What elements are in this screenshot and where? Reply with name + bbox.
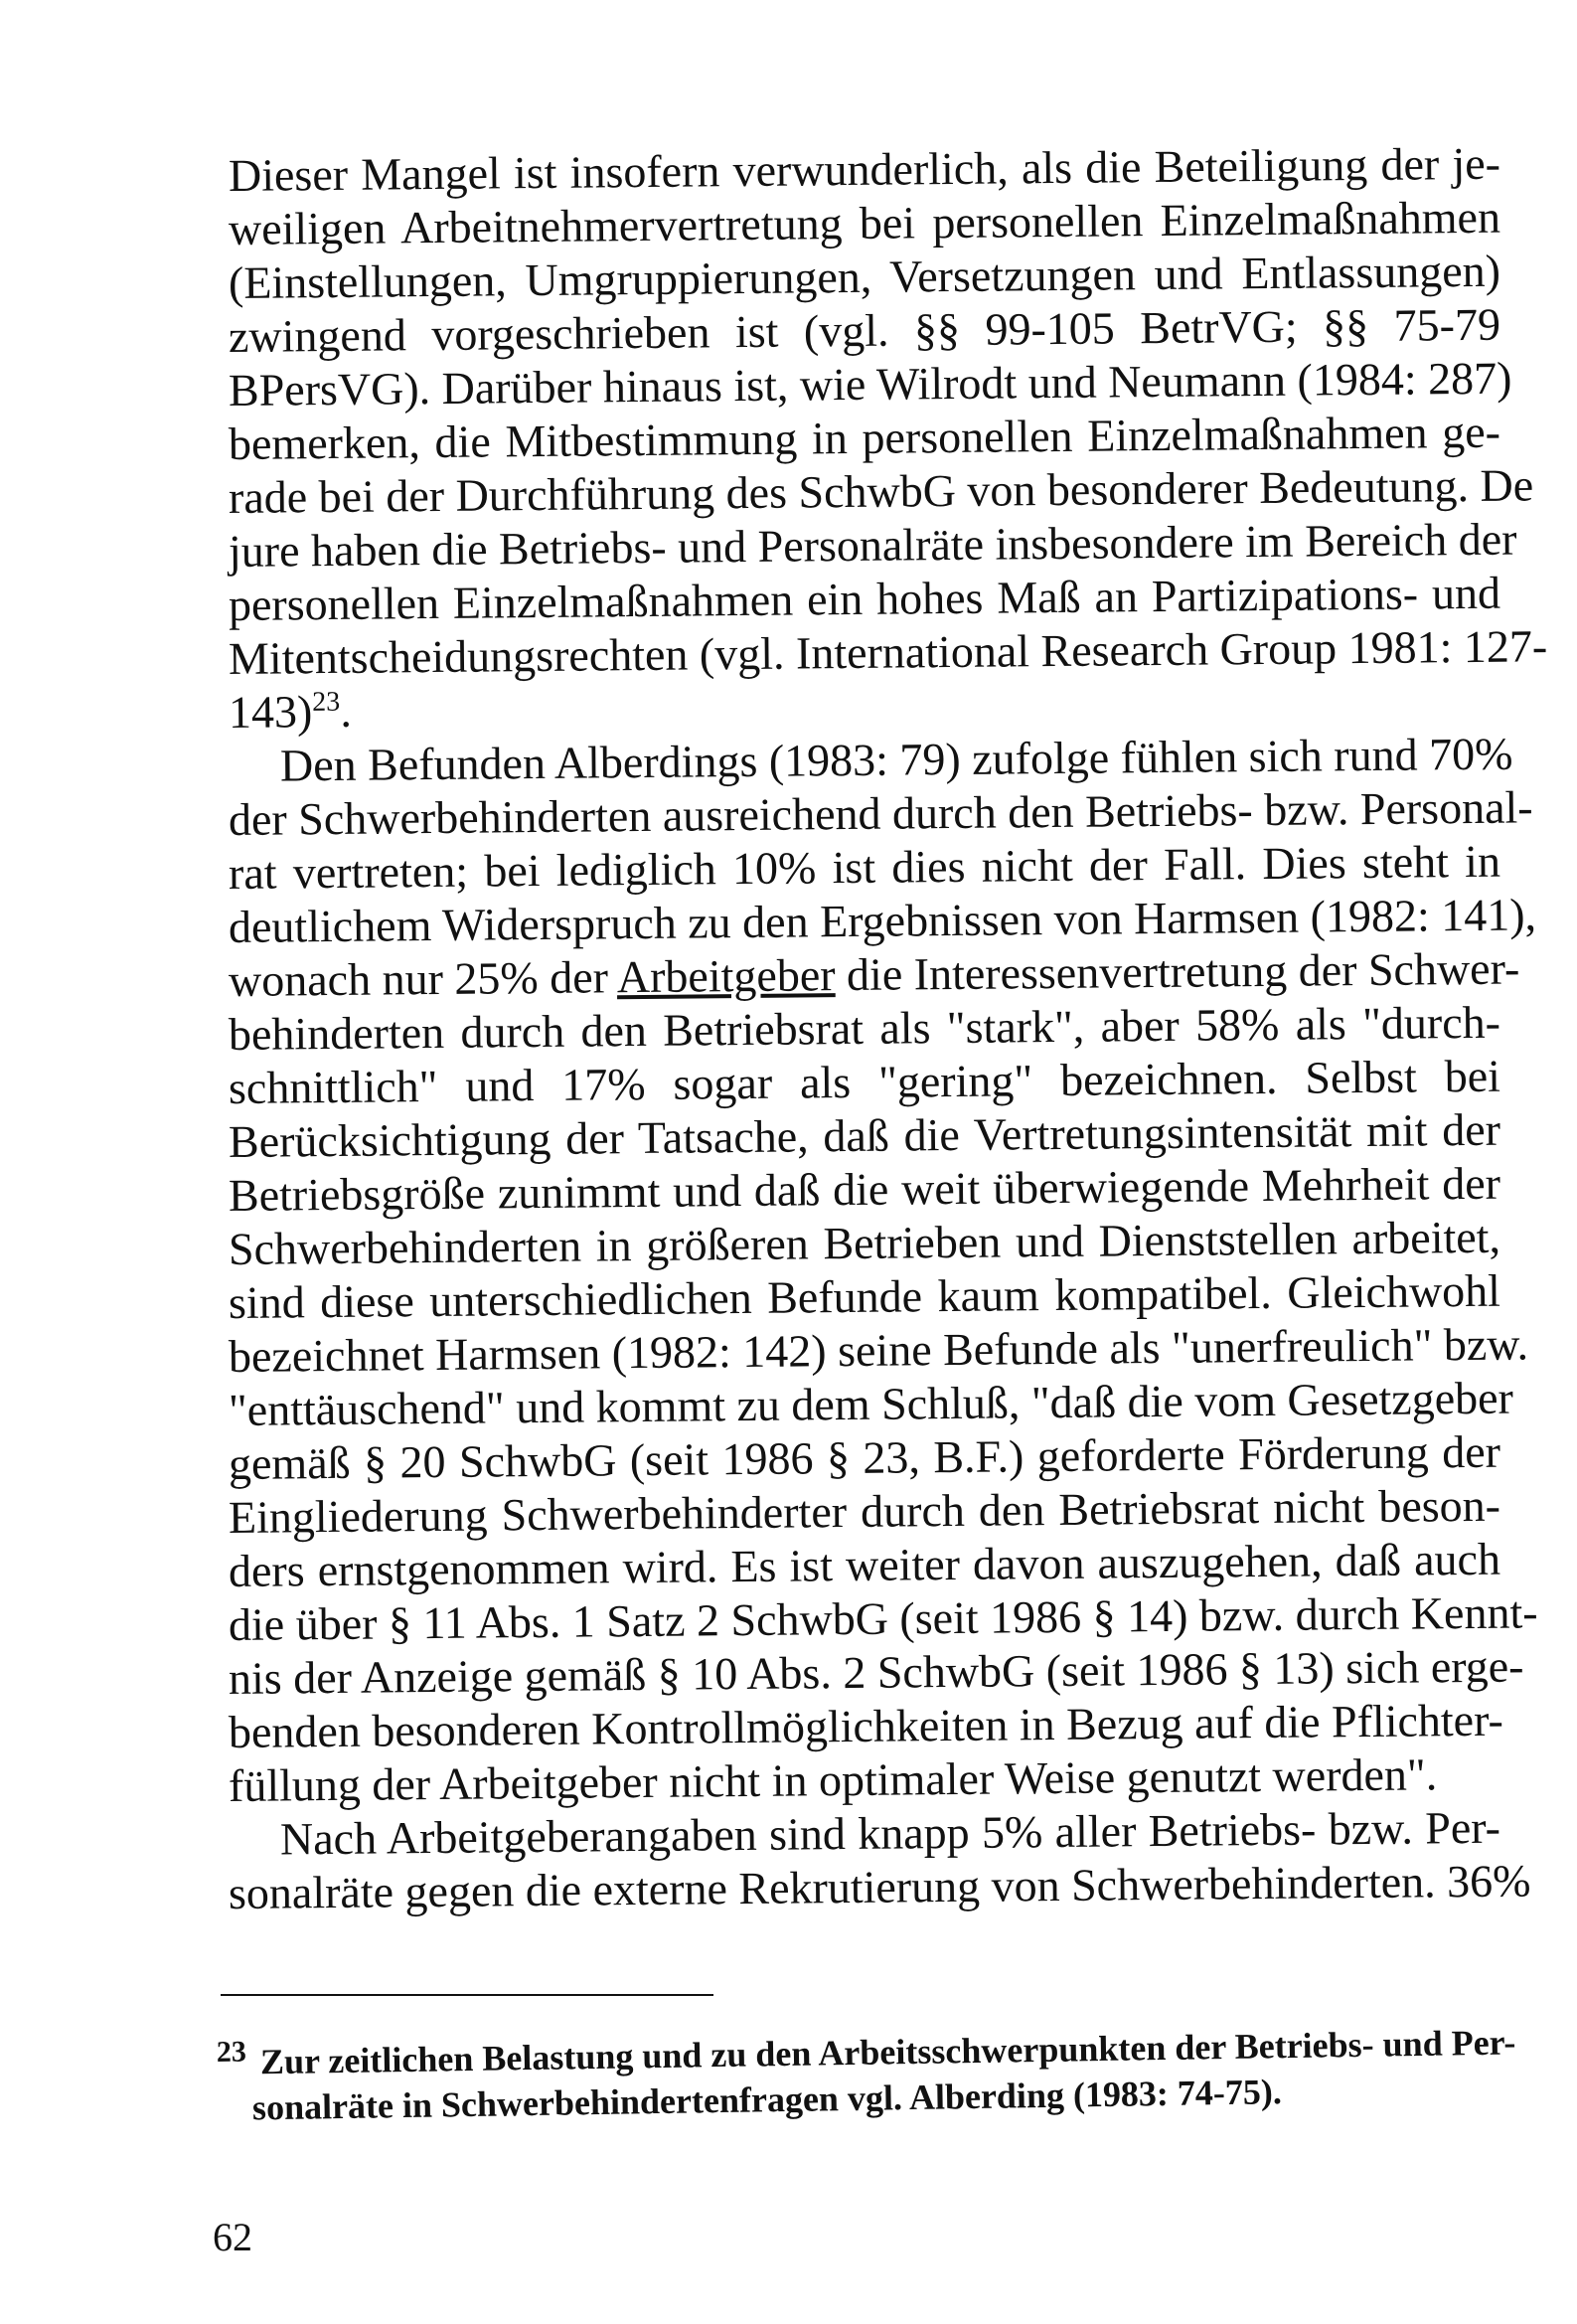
footnote-reference[interactable]: 23 <box>312 686 341 718</box>
text-line: sonalräte gegen die externe Rekrutierung von Schwerbehinderten. 36% <box>228 1855 1531 1918</box>
text-line: BPersVG). Darüber hinaus ist, wie Wilrodt und Neumann (1984: 287) <box>228 352 1512 415</box>
text-line: personellen Einzelmaßnahmen ein hohes Maß an Partizipations- und <box>228 567 1501 630</box>
text-line: gemäß § 20 SchwbG (seit 1986 § 23, B.F.) geforderte Förderung der <box>228 1425 1501 1489</box>
text-line: Nach Arbeitgeberangaben sind knapp 5% aller Betriebs- bzw. Per- <box>279 1801 1501 1865</box>
footnote-line: sonalräte in Schwerbehindertenfragen vgl. Alberding (1983: 74-75). <box>251 2072 1283 2128</box>
body-text <box>228 137 1548 1920</box>
text-line: Den Befunden Alberdings (1983: 79) zufolge fühlen sich rund 70% <box>279 728 1513 791</box>
text-line: behinderten durch den Betriebsrat als "stark", aber 58% als "durch- <box>228 996 1501 1060</box>
text-line: Mitentscheidungsrechten (vgl. International Research Group 1981: 127- <box>228 620 1548 684</box>
text-line: bemerken, die Mitbestimmung in personellen Einzelmaßnahmen ge- <box>228 406 1501 469</box>
footnote-text: Zur zeitlichen Belastung und zu den Arbeitsschwerpunkten der Betriebs- und Per- <box>259 2022 1516 2082</box>
text-line: bezeichnet Harmsen (1982: 142) seine Befunde als "unerfreulich" bzw. <box>228 1318 1529 1382</box>
text-fragment: wonach nur 25% der <box>228 951 618 1006</box>
text-line: weiligen Arbeitnehmervertretung bei personellen Einzelmaßnahmen <box>228 191 1501 254</box>
text-line: sind diese unterschiedlichen Befunde kaum kompatibel. Gleichwohl <box>228 1264 1501 1328</box>
text-line: zwingend vorgeschrieben ist (vgl. §§ 99-105 BetrVG; §§ 75-79 <box>228 298 1501 362</box>
text-line: rat vertreten; bei lediglich 10% ist dies nicht der Fall. Dies steht in <box>228 835 1501 899</box>
text-line: Schwerbehinderten in größeren Betrieben und Dienststellen arbeitet, <box>228 1211 1501 1274</box>
text-line: jure haben die Betriebs- und Personalräte insbesondere im Bereich der <box>228 513 1517 577</box>
footnote-marker: 23 <box>216 2035 247 2069</box>
text-line: rade bei der Durchführung des SchwbG von besonderer Bedeutung. De <box>228 459 1534 523</box>
text-line: schnittlich" und 17% sogar als "gering" bezeichnen. Selbst bei <box>228 1050 1501 1113</box>
footnote <box>216 2022 1516 2131</box>
text-line: Eingliederung Schwerbehinderter durch den Betriebsrat nicht beson- <box>228 1479 1501 1543</box>
text-line: füllung der Arbeitgeber nicht in optimaler Weise genutzt werden". <box>228 1748 1438 1811</box>
text-line: deutlichem Widerspruch zu den Ergebnissen von Harmsen (1982: 141), <box>228 889 1537 952</box>
text-line: benden besonderen Kontrollmöglichkeiten in Bezug auf die Pflichter- <box>228 1694 1504 1757</box>
text-fragment: die Interessenvertretung der Schwer- <box>835 942 1520 1001</box>
text-line: (Einstellungen, Umgruppierungen, Versetzungen und Entlassungen) <box>228 245 1501 308</box>
text-line: nis der Anzeige gemäß § 10 Abs. 2 SchwbG (seit 1986 § 13) sich erge- <box>228 1640 1524 1704</box>
text-line: die über § 11 Abs. 1 Satz 2 SchwbG (seit 1986 § 14) bzw. durch Kennt- <box>228 1586 1538 1650</box>
page-number: 62 <box>213 2215 252 2259</box>
text-line: Berücksichtigung der Tatsache, daß die Vertretungsintensität mit der <box>228 1103 1501 1167</box>
text-fragment: . <box>340 685 353 737</box>
text-line: Dieser Mangel ist insofern verwunderlich, als die Beteiligung der je- <box>228 137 1501 201</box>
text-fragment: 143) <box>228 686 313 738</box>
text-line: Betriebsgröße zunimmt und daß die weit überwiegende Mehrheit der <box>228 1157 1501 1221</box>
text-line: der Schwerbehinderten ausreichend durch den Betriebs- bzw. Personal- <box>228 781 1533 845</box>
underlined-word: Arbeitgeber <box>616 949 836 1003</box>
text-line: "enttäuschend" und kommt zu dem Schluß, "daß die vom Gesetzgeber <box>228 1372 1514 1435</box>
footnote-separator <box>221 1994 713 1996</box>
text-line: ders ernstgenommen wird. Es ist weiter davon auszugehen, daß auch <box>228 1533 1501 1596</box>
